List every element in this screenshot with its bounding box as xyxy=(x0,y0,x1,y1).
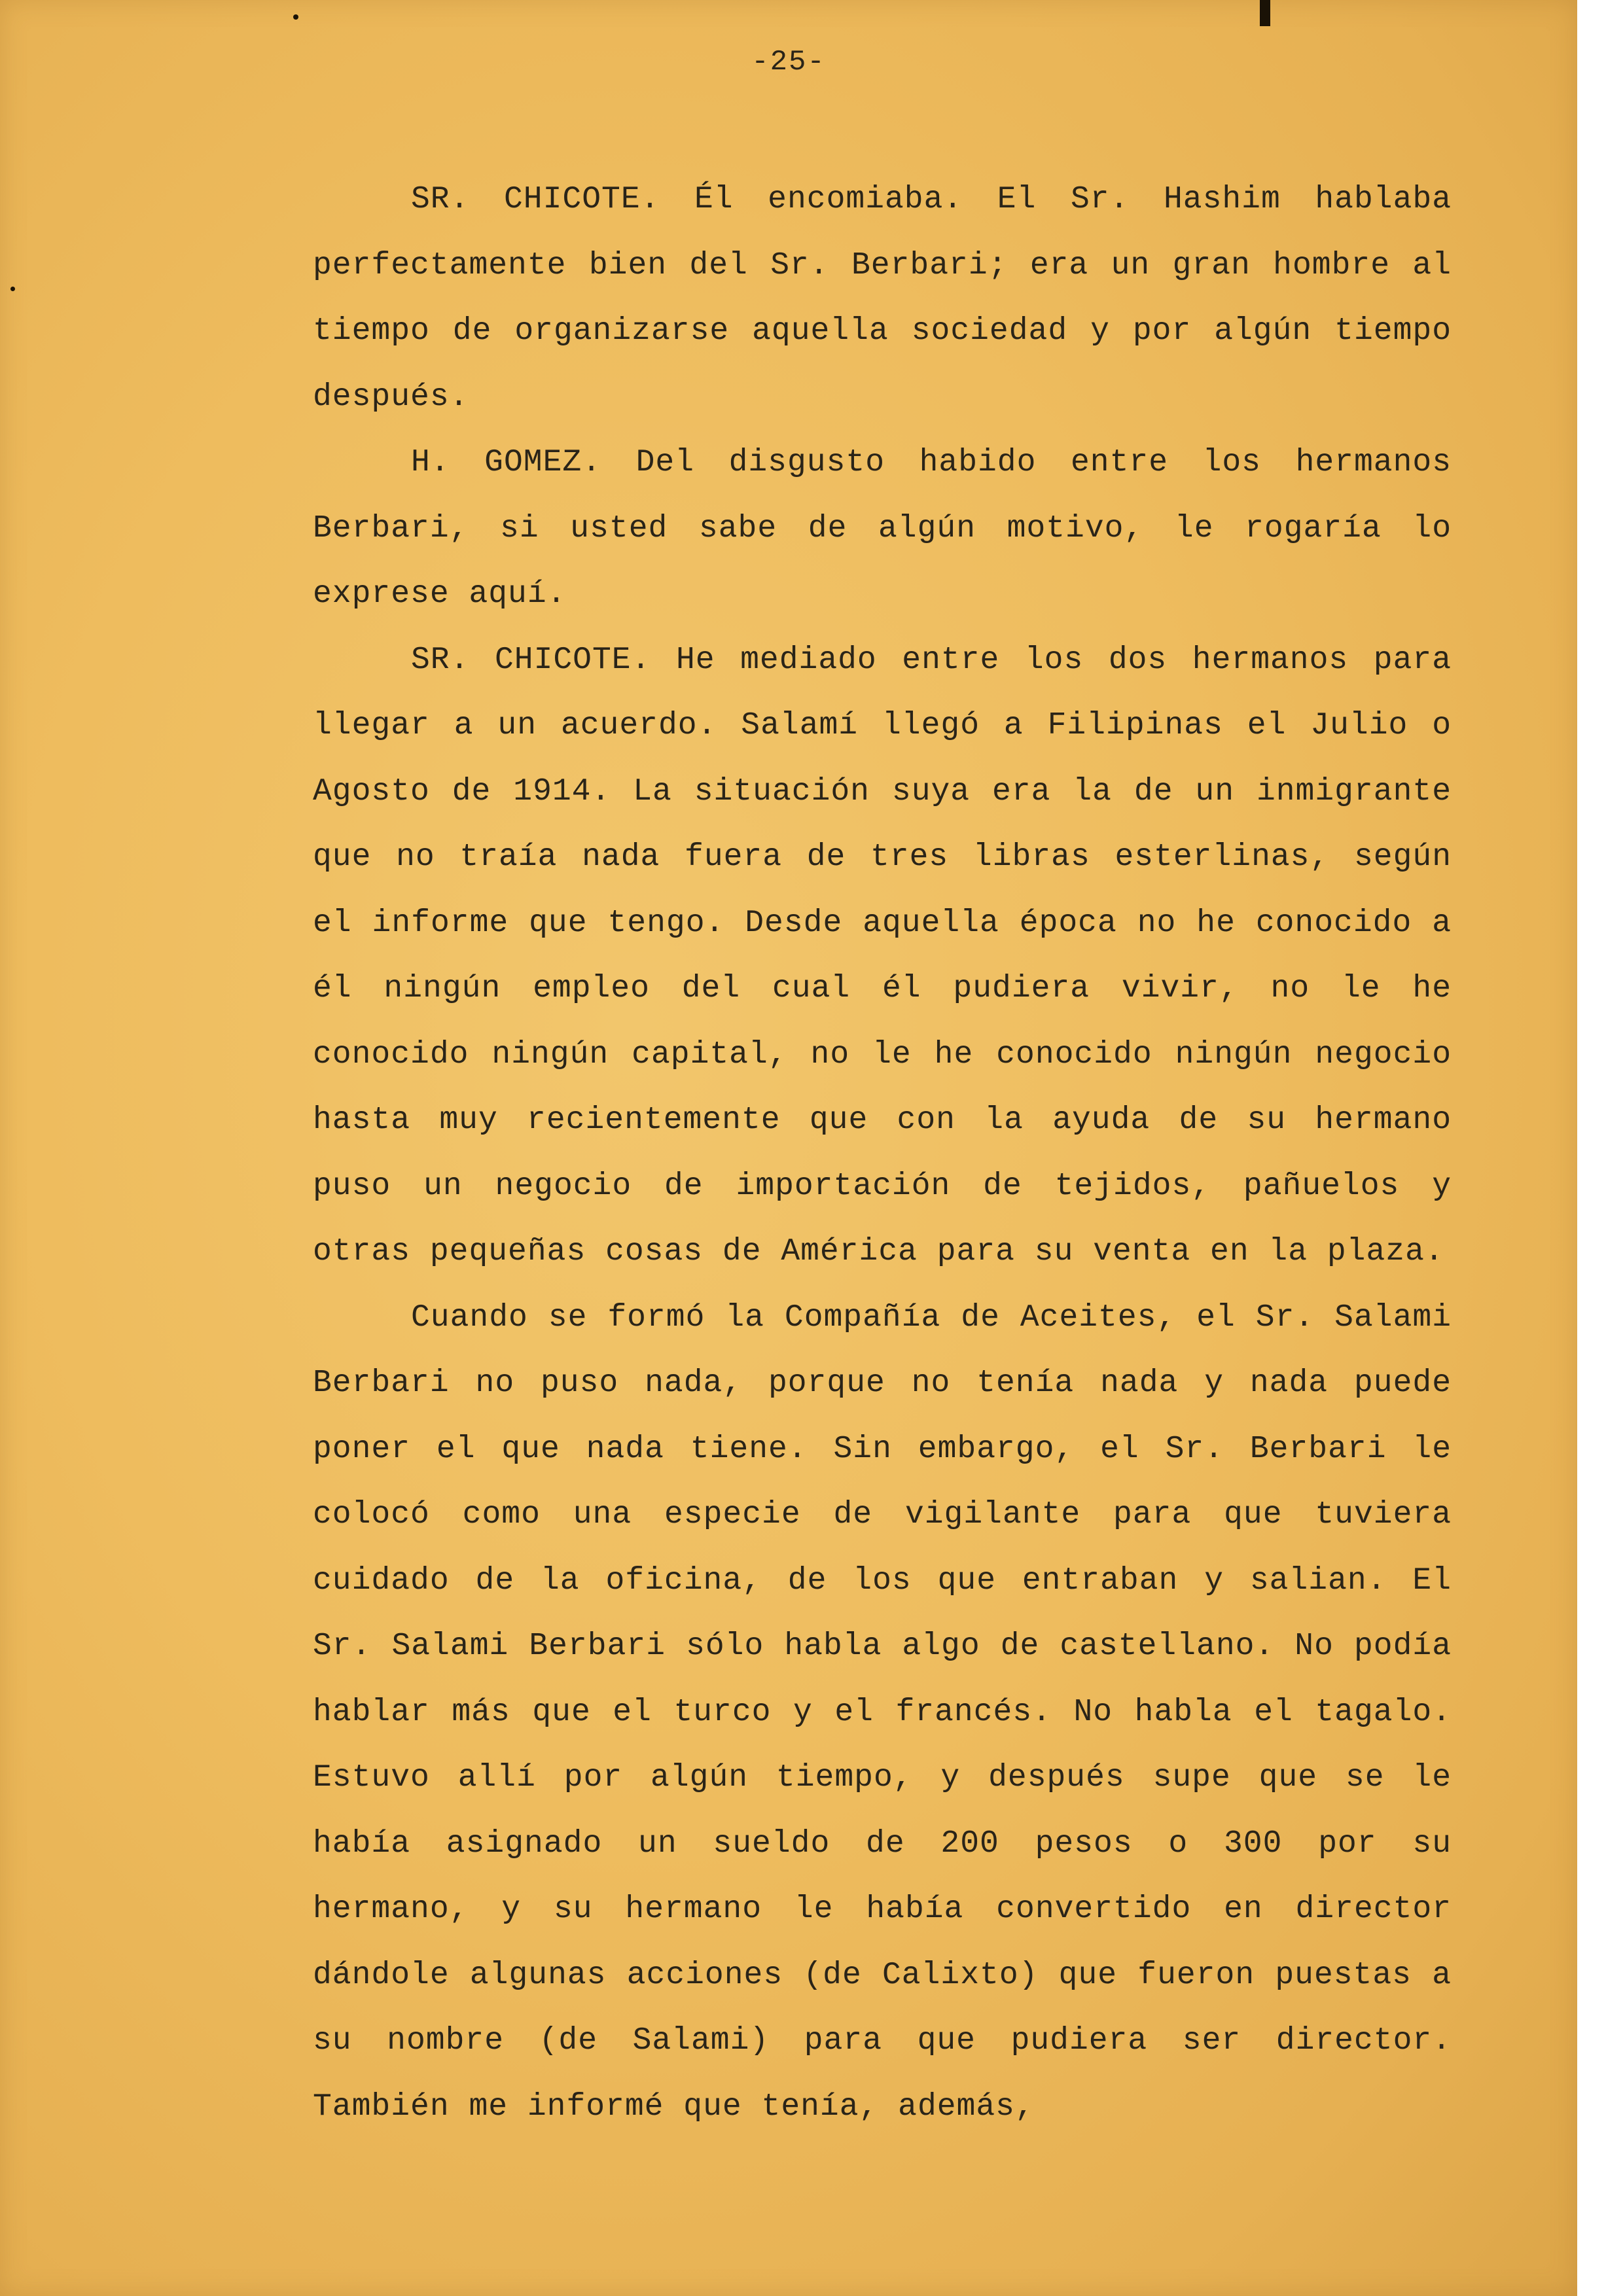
document-body xyxy=(313,167,1452,2140)
page-number: -25- xyxy=(751,46,826,79)
paragraph-1: SR. CHICOTE. Él encomiaba. El Sr. Hashim hablaba perfectamente bien del Sr. Berbari; era un gran hombre al tiempo de organizarse aquella sociedad y por algún tiempo después. xyxy=(313,182,1452,415)
paragraph-3: SR. CHICOTE. He mediado entre los dos hermanos para llegar a un acuerdo. Salamí llegó a Filipinas el Julio o Agosto de 1914. La situación suya era la de un inmigrante que no traía nada fuera de tres libras esterlinas, según el informe que tengo. Desde aquella época no he conocido a él ningún empleo del cual él pudiera vivir, no le he conocido ningún capital, no le he conocido ningún negocio hasta muy recientemente que con la ayuda de su hermano puso un negocio de importación de tejidos, pañuelos y otras pequeñas cosas de América para su venta en la plaza. xyxy=(313,642,1452,1269)
ink-mark-top xyxy=(1260,0,1270,26)
paragraph-4: Cuando se formó la Compañía de Aceites, el Sr. Salami Berbari no puso nada, porque no tenía nada y nada puede poner el que nada tiene. Sin embargo, el Sr. Berbari le colocó como una especie de vigilante para que tuviera cuidado de la oficina, de los que entraban y salian. El Sr. Salami Berbari sólo habla algo de castellano. No podía hablar más que el turco y el francés. No habla el tagalo. Estuvo allí por algún tiempo, y después supe que se le había asignado un sueldo de 200 pesos o 300 por su hermano, y su hermano le había convertido en director dándole algunas acciones (de Calixto) que fueron puestas a su nombre (de Salami) para que pudiera ser director. También me informé que tenía, además, xyxy=(313,1299,1452,2125)
ink-dot-margin xyxy=(10,287,15,291)
scan-margin xyxy=(1577,0,1606,2296)
paragraph-2: H. GOMEZ. Del disgusto habido entre los hermanos Berbari, si usted sabe de algún motivo, le rogaría lo exprese aquí. xyxy=(313,445,1452,612)
ink-dot-top-left xyxy=(293,14,298,20)
